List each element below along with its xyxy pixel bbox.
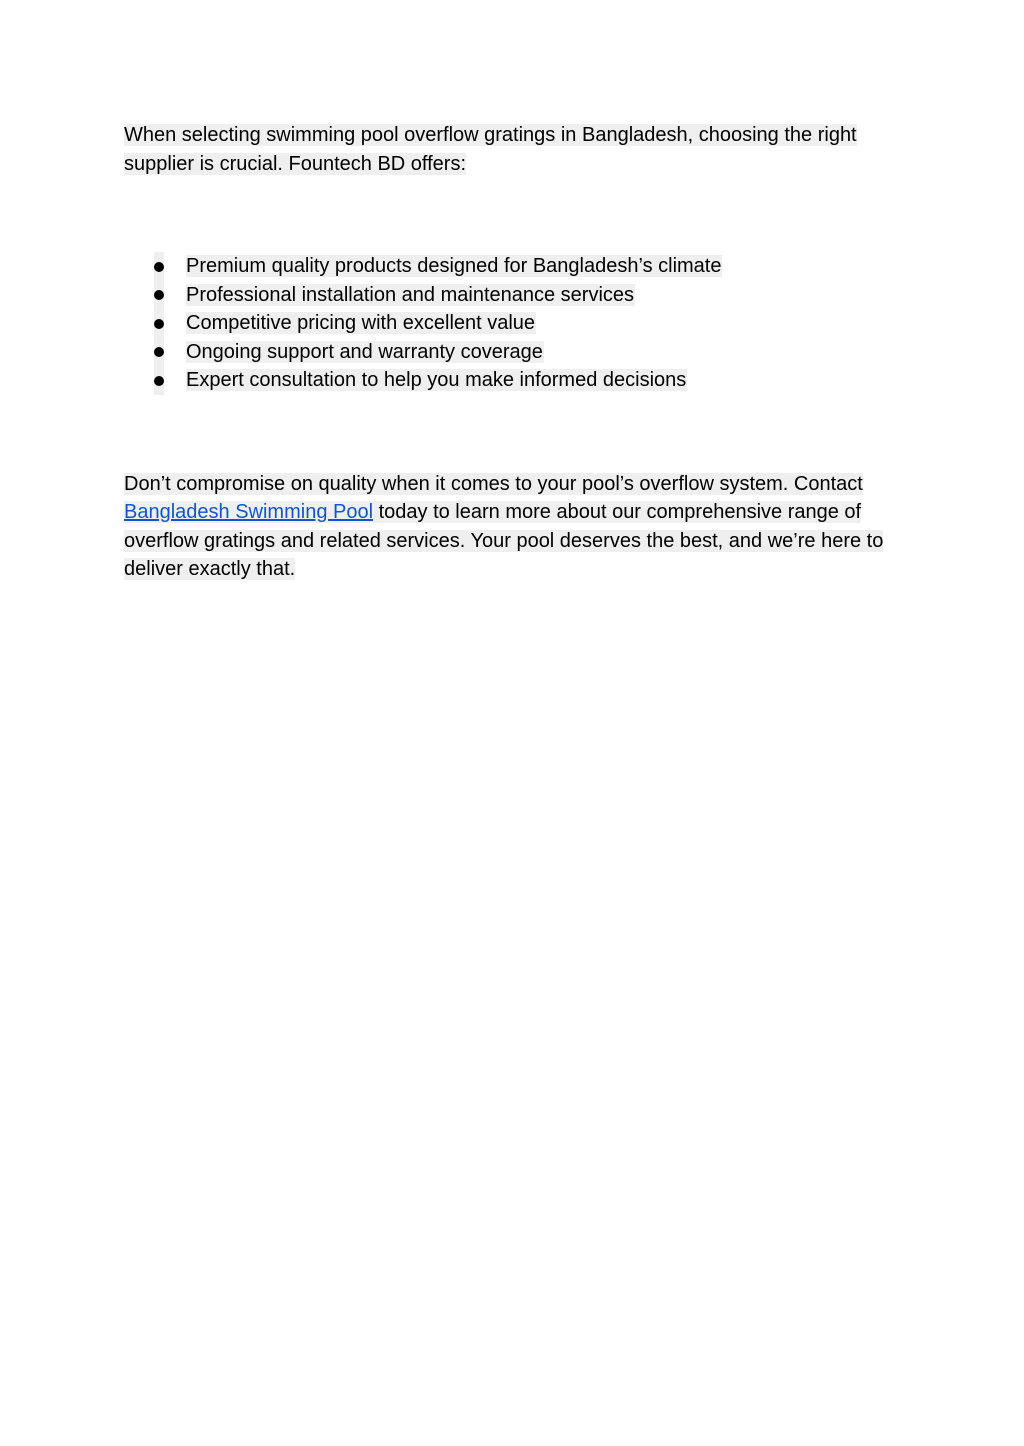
- list-item: [124, 309, 904, 338]
- bullet-icon: [154, 366, 164, 395]
- list-item-text: Premium quality products designed for Bangladesh’s climate: [186, 255, 722, 277]
- list-item: [124, 366, 904, 395]
- closing-text-before: Don’t compromise on quality when it comes to your pool’s overflow system. Contact: [124, 472, 863, 495]
- bullet-icon: [154, 338, 164, 367]
- bullet-icon: [154, 252, 164, 281]
- bangladesh-swimming-pool-link[interactable]: Bangladesh Swimming Pool: [124, 501, 374, 523]
- intro-text: When selecting swimming pool overflow gratings in Bangladesh, choosing the right supplier is crucial. Fountech BD offers:: [124, 124, 857, 175]
- list-item-text: Professional installation and maintenance services: [186, 283, 635, 306]
- list-item-text: Competitive pricing with excellent value: [186, 312, 536, 334]
- bullet-icon: [154, 309, 164, 338]
- list-item: [124, 281, 904, 310]
- list-item: [124, 338, 904, 367]
- intro-paragraph: [124, 121, 904, 178]
- bullet-icon: [154, 281, 164, 310]
- list-item-text: Expert consultation to help you make informed decisions: [186, 369, 687, 391]
- offer-list: [124, 252, 904, 395]
- list-item: [124, 252, 904, 281]
- list-item-text: Ongoing support and warranty coverage: [186, 340, 543, 363]
- document-body: [124, 121, 904, 584]
- closing-text-after: today to learn more about our comprehensive range of overflow gratings and related services. Your pool deserves the best, and we’re here to deliver exactly that.: [124, 501, 884, 580]
- closing-paragraph: [124, 470, 904, 584]
